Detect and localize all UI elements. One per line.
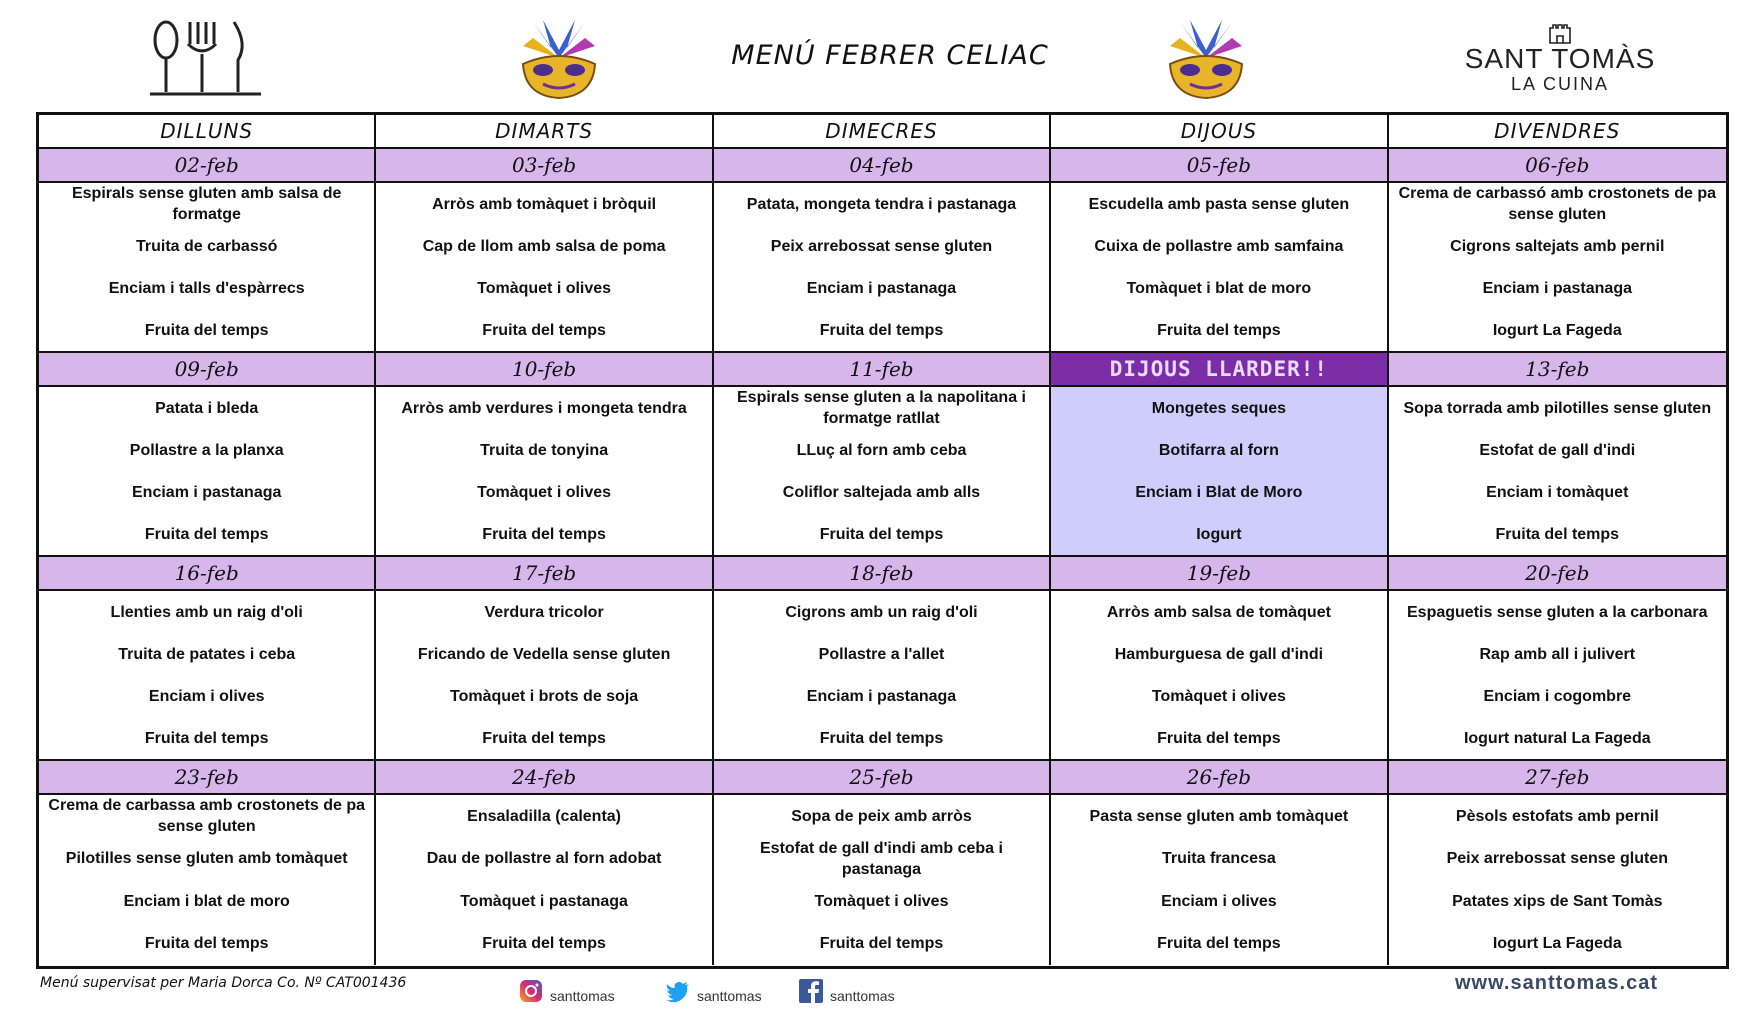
date-header: 24-feb xyxy=(376,761,713,795)
dish-item: Crema de carbassa amb crostonets de pa sense gluten xyxy=(48,797,365,836)
day-menu xyxy=(1051,183,1388,353)
dish-item: Tomàquet i olives xyxy=(814,892,949,910)
brand-logo xyxy=(1455,22,1665,94)
dish-item: Fricando de Vedella sense gluten xyxy=(417,645,671,663)
dish-item: LLuç al forn amb ceba xyxy=(796,441,967,459)
dish-item: Cigrons amb un raig d'oli xyxy=(785,603,978,621)
dish-item: Espirals sense gluten amb salsa de formatge xyxy=(71,185,342,223)
dish-item: Fruita del temps xyxy=(819,729,944,747)
dish-item: Fruita del temps xyxy=(1157,729,1281,747)
dish-item: Truita francesa xyxy=(1161,850,1276,868)
day-menu xyxy=(376,183,713,353)
date-header: 25-feb xyxy=(714,761,1051,795)
instagram-handle: santtomas xyxy=(550,988,615,1004)
day-menu xyxy=(39,387,376,557)
dish-item: Arròs amb salsa de tomàquet xyxy=(1106,603,1331,621)
dish-item: Fruita del temps xyxy=(144,935,269,953)
dish-item: Fruita del temps xyxy=(819,525,944,543)
day-menu xyxy=(1389,591,1726,761)
dish-item: Enciam i blat de moro xyxy=(123,892,290,910)
dish-item: Estofat de gall d'indi xyxy=(1479,441,1636,459)
date-header: 20-feb xyxy=(1389,557,1726,591)
day-header: DIJOUS xyxy=(1051,115,1388,149)
dish-item: Fruita del temps xyxy=(144,729,269,747)
day-menu xyxy=(1389,795,1726,965)
menu-table xyxy=(36,112,1729,969)
date-header: 05-feb xyxy=(1051,149,1388,183)
dish-item: Pasta sense gluten amb tomàquet xyxy=(1089,807,1349,825)
date-header: 11-feb xyxy=(714,353,1051,387)
dish-item: Llenties amb un raig d'oli xyxy=(110,603,303,621)
day-menu xyxy=(39,795,376,965)
day-menu xyxy=(376,591,713,761)
day-menu xyxy=(1051,795,1388,965)
date-header: 26-feb xyxy=(1051,761,1388,795)
dish-item: Truita de patates i ceba xyxy=(118,645,296,663)
dish-item: Tomàquet i blat de moro xyxy=(1126,279,1312,297)
date-header: 06-feb xyxy=(1389,149,1726,183)
dish-item: Enciam i pastanaga xyxy=(132,483,282,501)
page-title: MENÚ FEBRER CELIAC xyxy=(731,40,1049,71)
day-menu xyxy=(1389,183,1726,353)
day-menu xyxy=(39,591,376,761)
day-header: DILLUNS xyxy=(39,115,376,149)
dish-item: Fruita del temps xyxy=(144,525,269,543)
dish-item: Botifarra al forn xyxy=(1158,441,1279,459)
facebook-icon xyxy=(798,978,824,1004)
date-header: 16-feb xyxy=(39,557,376,591)
dish-item: Enciam i tomàquet xyxy=(1486,483,1629,501)
day-menu xyxy=(376,387,713,557)
day-header: DIMARTS xyxy=(376,115,713,149)
website-link[interactable]: www.santtomas.cat xyxy=(1455,972,1658,994)
dish-item: Pollastre a l'allet xyxy=(818,645,945,663)
dish-item: Enciam i pastanaga xyxy=(806,279,957,297)
date-header: 23-feb xyxy=(39,761,376,795)
instagram-icon xyxy=(518,978,544,1004)
date-header: 19-feb xyxy=(1051,557,1388,591)
special-day-banner: DIJOUS LLARDER!! xyxy=(1051,353,1388,387)
twitter-icon xyxy=(665,978,691,1004)
dish-item: Enciam i olives xyxy=(148,687,265,705)
twitter-handle: santtomas xyxy=(697,988,762,1004)
dish-item: Espaguetis sense gluten a la carbonara xyxy=(1407,603,1708,621)
dish-item: Tomàquet i olives xyxy=(1151,687,1286,705)
day-menu xyxy=(1389,387,1726,557)
dish-item: Enciam i Blat de Moro xyxy=(1135,483,1303,501)
dish-item: Iogurt La Fageda xyxy=(1492,935,1622,953)
day-menu xyxy=(714,591,1051,761)
dish-item: Peix arrebossat sense gluten xyxy=(770,237,993,255)
dish-item: Patata, mongeta tendra i pastanaga xyxy=(746,195,1017,213)
utensils-icon xyxy=(148,18,263,100)
dish-item: Tomàquet i olives xyxy=(477,279,612,297)
date-header: 03-feb xyxy=(376,149,713,183)
dish-item: Mongetes seques xyxy=(1151,399,1287,417)
date-header: 13-feb xyxy=(1389,353,1726,387)
day-header: DIVENDRES xyxy=(1389,115,1726,149)
dish-item: Espirals sense gluten a la napolitana i formatge ratllat xyxy=(737,389,1026,427)
dish-item: Arròs amb verdures i mongeta tendra xyxy=(401,399,687,417)
dish-item: Sopa de peix amb arròs xyxy=(791,807,972,825)
dish-item: Fruita del temps xyxy=(1157,321,1281,339)
dish-item: Tomàquet i pastanaga xyxy=(460,892,628,910)
twitter-link[interactable] xyxy=(665,978,762,1004)
dish-item: Pilotilles sense gluten amb tomàquet xyxy=(65,850,348,868)
dish-item: Fruita del temps xyxy=(482,525,606,543)
dish-item: Enciam i cogombre xyxy=(1483,687,1632,705)
date-header: 17-feb xyxy=(376,557,713,591)
dish-item: Enciam i talls d'espàrrecs xyxy=(108,279,305,297)
date-header: 10-feb xyxy=(376,353,713,387)
day-menu xyxy=(714,795,1051,965)
dish-item: Ensaladilla (calenta) xyxy=(467,807,622,825)
dish-item: Fruita del temps xyxy=(819,935,944,953)
date-header: 09-feb xyxy=(39,353,376,387)
day-menu xyxy=(376,795,713,965)
dish-item: Cap de llom amb salsa de poma xyxy=(422,237,666,255)
dish-item: Dau de pollastre al forn adobat xyxy=(426,850,662,868)
dish-item: Iogurt xyxy=(1196,525,1242,543)
supervision-note: Menú supervisat per Maria Dorca Co. Nº CAT001436 xyxy=(40,975,407,991)
day-menu xyxy=(39,183,376,353)
dish-item: Iogurt La Fageda xyxy=(1492,321,1622,339)
dish-item: Tomàquet i olives xyxy=(477,483,612,501)
dish-item: Sopa torrada amb pilotilles sense gluten xyxy=(1403,399,1712,417)
day-menu xyxy=(714,183,1051,353)
dish-item: Rap amb all i julivert xyxy=(1479,645,1636,663)
dish-item: Truita de tonyina xyxy=(480,441,609,459)
carnival-mask-icon xyxy=(1160,18,1252,102)
dish-item: Patates xips de Sant Tomàs xyxy=(1452,892,1663,910)
dish-item: Enciam i olives xyxy=(1161,892,1277,910)
facebook-handle: santtomas xyxy=(830,988,895,1004)
date-header: 04-feb xyxy=(714,149,1051,183)
dish-item: Fruita del temps xyxy=(144,321,269,339)
dish-item: Fruita del temps xyxy=(482,729,606,747)
date-header: 02-feb xyxy=(39,149,376,183)
carnival-mask-icon xyxy=(513,18,605,102)
dish-item: Cuixa de pollastre amb samfaina xyxy=(1094,237,1344,255)
dish-item: Fruita del temps xyxy=(1495,525,1620,543)
page-header xyxy=(0,0,1755,110)
dish-item: Estofat de gall d'indi amb ceba i pastanaga xyxy=(760,839,1003,878)
dish-item: Patata i bleda xyxy=(155,399,259,417)
dish-item: Peix arrebossat sense gluten xyxy=(1446,850,1668,868)
dish-item: Crema de carbassó amb crostonets de pa sense gluten xyxy=(1398,185,1717,223)
day-header: DIMECRES xyxy=(714,115,1051,149)
dish-item: Pollastre a la planxa xyxy=(129,441,284,459)
dish-item: Fruita del temps xyxy=(482,935,606,953)
dish-item: Escudella amb pasta sense gluten xyxy=(1088,195,1350,213)
dish-item: Fruita del temps xyxy=(1157,935,1281,953)
instagram-link[interactable] xyxy=(518,978,615,1004)
dish-item: Pèsols estofats amb pernil xyxy=(1455,807,1659,825)
facebook-link[interactable] xyxy=(798,978,895,1004)
date-header: 27-feb xyxy=(1389,761,1726,795)
dish-item: Coliflor saltejada amb alls xyxy=(782,483,981,501)
dish-item: Hamburguesa de gall d'indi xyxy=(1114,645,1324,663)
dish-item: Arròs amb tomàquet i bròquil xyxy=(432,195,657,213)
dish-item: Fruita del temps xyxy=(819,321,944,339)
dish-item: Tomàquet i brots de soja xyxy=(450,687,639,705)
tower-icon xyxy=(1547,22,1573,44)
dish-item: Verdura tricolor xyxy=(484,603,604,621)
dish-item: Fruita del temps xyxy=(482,321,606,339)
dish-item: Iogurt natural La Fageda xyxy=(1463,729,1651,747)
dish-item: Truita de carbassó xyxy=(136,237,278,255)
dish-item: Cigrons saltejats amb pernil xyxy=(1450,237,1665,255)
day-menu xyxy=(1051,387,1388,557)
date-header: 18-feb xyxy=(714,557,1051,591)
dish-item: Enciam i pastanaga xyxy=(806,687,957,705)
dish-item: Enciam i pastanaga xyxy=(1482,279,1632,297)
day-menu xyxy=(1051,591,1388,761)
day-menu xyxy=(714,387,1051,557)
brand-subtitle: LA CUINA xyxy=(1510,74,1610,94)
brand-name: SANT TOMÀS xyxy=(1464,43,1656,74)
